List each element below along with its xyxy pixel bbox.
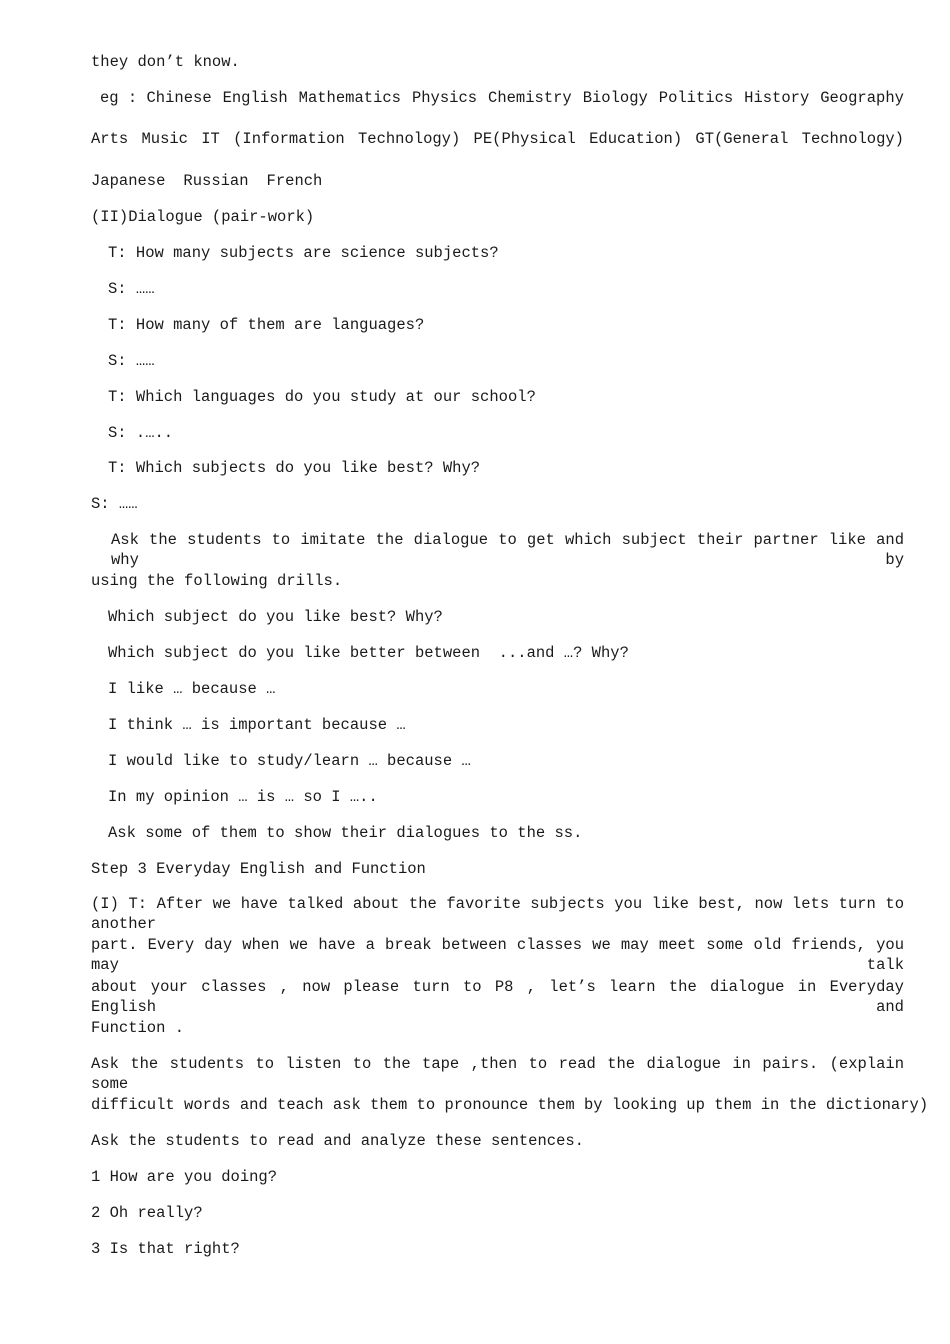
- step3-para1-line: Function .: [91, 1019, 185, 1037]
- intro-line: they don’t know.: [91, 53, 240, 71]
- dialogue-line: T: How many subjects are science subjects?: [108, 244, 499, 262]
- dialogue-line: T: How many of them are languages?: [108, 316, 425, 334]
- subject-item: Chemistry: [488, 89, 572, 107]
- dialogue-line: S: ……: [108, 352, 155, 370]
- dialogue-line: T: Which languages do you study at our school?: [108, 388, 536, 406]
- subject-item: Music: [141, 130, 188, 148]
- subject-item: Technology): [357, 130, 461, 148]
- drill-line: Which subject do you like better between ...and …? Why?: [108, 644, 629, 662]
- step3-para2-line: Ask the students to listen to the tape ,then to read the dialogue in pairs. (explain some: [91, 1055, 904, 1093]
- subject-item: GT(General: [695, 130, 789, 148]
- subject-item: Physics: [411, 89, 478, 107]
- step3-heading: Step 3 Everyday English and Function: [91, 860, 426, 878]
- subject-item: (Information: [233, 130, 345, 148]
- step3-para1-line: part. Every day when we have a break between classes we may meet some old friends, you may talk: [91, 936, 904, 974]
- subject-item: French: [266, 172, 323, 190]
- dialogue-line: S: .…..: [108, 424, 174, 442]
- drill-line: I would like to study/learn … because …: [108, 752, 471, 770]
- subject-item: IT: [201, 130, 220, 148]
- subject-item: eg : Chinese: [100, 89, 212, 107]
- subject-item: PE(Physical: [473, 130, 576, 148]
- subject-item: Japanese: [91, 172, 166, 190]
- dialogue-heading: (II)Dialogue (pair-work): [91, 208, 315, 226]
- subject-item: History: [744, 89, 810, 107]
- subject-item: Russian: [183, 172, 249, 190]
- subject-item: Biology: [582, 89, 648, 107]
- subject-item: Geography: [820, 89, 904, 107]
- subjects-row-2: [91, 129, 904, 149]
- subjects-row-1: [100, 88, 904, 108]
- subject-item: Mathematics: [298, 89, 401, 107]
- step3-para1-line: (I) T: After we have talked about the favorite subjects you like best, now lets turn to another: [91, 895, 904, 933]
- subject-item: Politics: [658, 89, 734, 107]
- step3-para2-line: difficult words and teach ask them to pronounce them by looking up them in the dictionary): [91, 1096, 929, 1114]
- drill-line: I think … is important because …: [108, 716, 406, 734]
- dialogue-line: S: ……: [108, 280, 155, 298]
- subject-item: English: [222, 89, 288, 107]
- sentence-item: 1 How are you doing?: [91, 1168, 278, 1186]
- subject-item: Technology): [801, 130, 904, 148]
- dialogue-line: T: Which subjects do you like best? Why?: [108, 459, 481, 477]
- analyze-line: Ask the students to read and analyze these sentences.: [91, 1132, 584, 1150]
- sentence-item: 3 Is that right?: [91, 1240, 240, 1258]
- dialogue-line: S: ……: [91, 495, 138, 513]
- subjects-row-3: [91, 171, 904, 191]
- subject-item: Education): [589, 130, 683, 148]
- instruction-line: Ask the students to imitate the dialogue to get which subject their partner like and why by: [111, 531, 904, 569]
- sentence-item: 2 Oh really?: [91, 1204, 203, 1222]
- drill-line: In my opinion … is … so I …..: [108, 788, 378, 806]
- drill-line: Which subject do you like best? Why?: [108, 608, 443, 626]
- instruction-line: using the following drills.: [91, 572, 343, 590]
- show-dialogue-line: Ask some of them to show their dialogues to the ss.: [108, 824, 583, 842]
- drill-line: I like … because …: [108, 680, 276, 698]
- step3-para1-line: about your classes , now please turn to P8 , let’s learn the dialogue in Everyday English and: [91, 978, 904, 1016]
- subject-item: Arts: [91, 130, 129, 148]
